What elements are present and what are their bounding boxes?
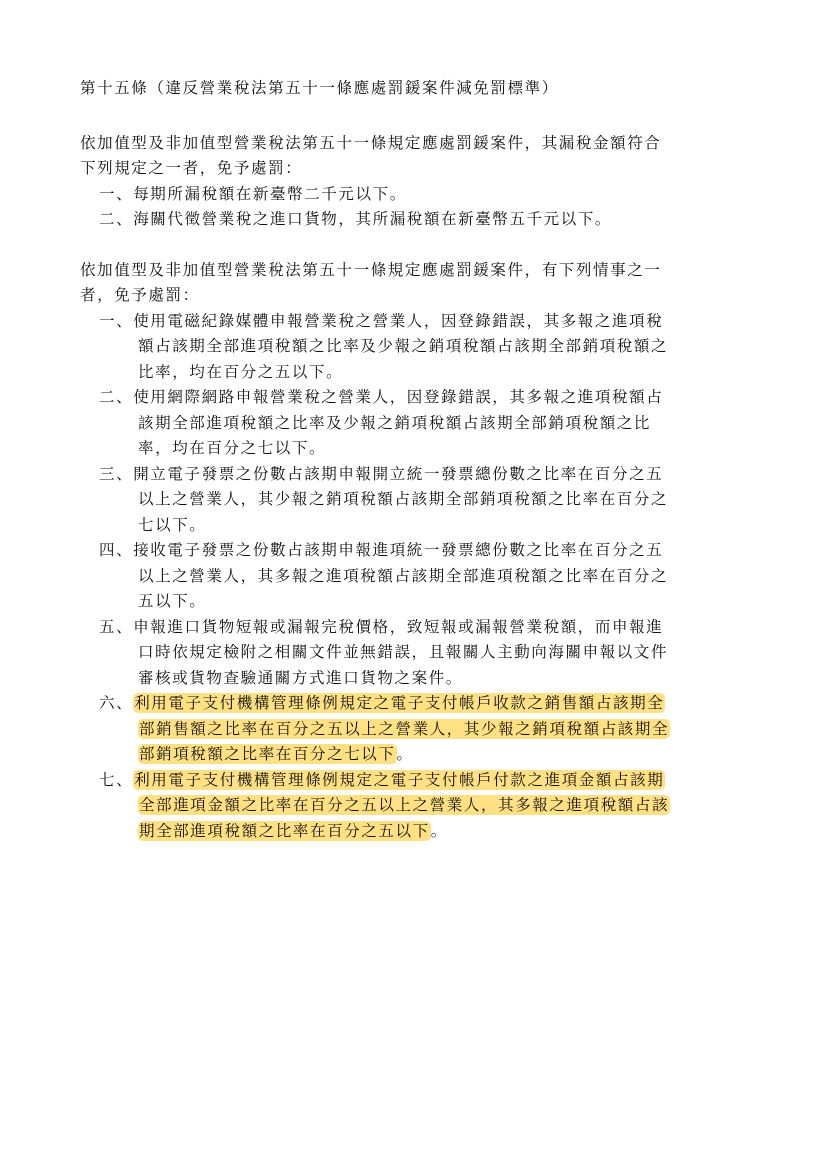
list-item-line: 率，均在百分之七以下。 (138, 439, 327, 457)
list-item-end: 。 (396, 745, 414, 763)
list-item-line: 五以下。 (138, 592, 207, 610)
section-1 (80, 131, 748, 233)
highlighted-text: 部銷售額之比率在百分之五以上之營業人，其少報之銷項稅額占該期全 (139, 719, 670, 738)
section-2-intro-line: 依加值型及非加值型營業稅法第五十一條規定應處罰鍰案件，有下列情事之一 (80, 260, 662, 279)
highlighted-list-item (80, 691, 748, 768)
list-item-line: 審核或貨物查驗通關方式進口貨物之案件。 (138, 668, 463, 687)
list-item (80, 462, 748, 539)
highlighted-text: 期全部進項稅額之比率在百分之五以下 (139, 821, 430, 840)
list-item-line: 比率，均在百分之五以下。 (138, 362, 344, 381)
document-page (80, 76, 748, 844)
highlighted-text: 利用電子支付機構管理條例規定之電子支付帳戶付款之進項金額占該期 (134, 770, 665, 789)
highlighted-text: 部銷項稅額之比率在百分之七以下 (139, 745, 396, 763)
list-item: 二、海關代徵營業稅之進口貨物，其所漏稅額在新臺幣五千元以下。 (99, 210, 613, 228)
list-item-line: 額占該期全部進項稅額之比率及少報之銷項稅額占該期全部銷項稅額之 (138, 337, 669, 355)
list-item-line: 七以下。 (138, 515, 207, 534)
list-item-line: 三、開立電子發票之份數占該期申報開立統一發票總份數之比率在百分之五 (99, 464, 664, 483)
section-2 (80, 258, 748, 845)
list-item-end: 。 (430, 821, 448, 840)
list-item-line: 以上之營業人，其多報之進項稅額占該期全部進項稅額之比率在百分之 (138, 566, 669, 585)
list-item-line: 四、接收電子發票之份數占該期申報進項統一發票總份數之比率在百分之五 (99, 541, 664, 559)
list-item-number: 七、 (99, 770, 134, 789)
list-item-line: 二、使用網際網路申報營業稅之營業人，因登錄錯誤，其多報之進項稅額占 (99, 388, 664, 406)
list-item: 一、每期所漏稅額在新臺幣二千元以下。 (99, 184, 407, 203)
list-item (80, 309, 748, 386)
list-item-line: 一、使用電磁紀錄媒體申報營業稅之營業人，因登錄錯誤，其多報之進項稅 (99, 311, 664, 330)
list-item (80, 615, 748, 692)
article-title: 第十五條（違反營業稅法第五十一條應處罰鍰案件減免罰標準） (80, 79, 559, 97)
highlighted-text: 利用電子支付機構管理條例規定之電子支付帳戶收款之銷售額占該期全 (134, 694, 665, 712)
highlighted-text: 全部進項金額之比率在百分之五以上之營業人，其多報之進項稅額占該 (139, 796, 670, 814)
list-item-number: 六、 (99, 694, 134, 712)
list-item-line: 五、申報進口貨物短報或漏報完稅價格，致短報或漏報營業稅額，而申報進 (99, 617, 664, 636)
section-2-intro-line: 者，免予處罰： (80, 286, 200, 304)
list-item-line: 該期全部進項稅額之比率及少報之銷項稅額占該期全部銷項稅額之比 (138, 413, 652, 432)
highlighted-list-item (80, 768, 748, 845)
list-item-line: 以上之營業人，其少報之銷項稅額占該期全部銷項稅額之比率在百分之 (138, 490, 669, 508)
section-1-intro-line: 下列規定之一者，免予處罰： (80, 159, 303, 177)
list-item (80, 385, 748, 462)
section-1-intro-line: 依加值型及非加值型營業稅法第五十一條規定應處罰鍰案件，其漏稅金額符合 (80, 133, 662, 152)
list-item-line: 口時依規定檢附之相關文件並無錯誤，且報關人主動向海關申報以文件 (138, 643, 669, 661)
list-item (80, 538, 748, 615)
